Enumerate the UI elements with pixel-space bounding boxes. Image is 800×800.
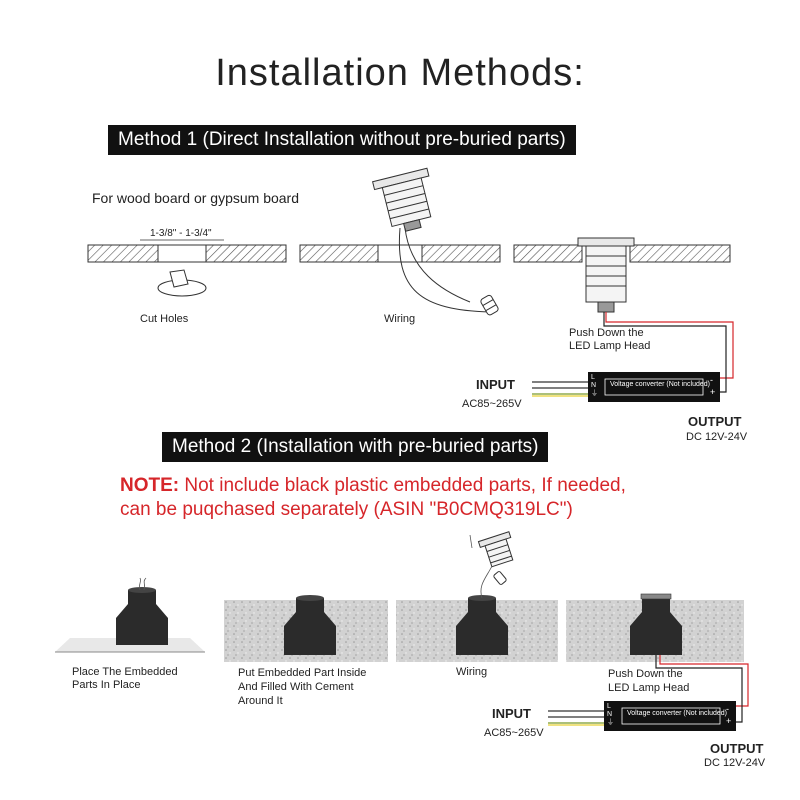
method1-terminal-right: - + xyxy=(710,375,716,397)
method1-board-note: For wood board or gypsum board xyxy=(92,190,299,206)
note-prefix: NOTE: xyxy=(120,475,180,496)
method2-step2-line2: And Filled With Cement xyxy=(238,681,354,693)
method2-terminal-left: L N ⏚ xyxy=(607,703,614,726)
method2-input-label: INPUT xyxy=(492,706,531,721)
method2-output-voltage: DC 12V-24V xyxy=(704,757,766,769)
method2-step2-line1: Put Embedded Part Inside xyxy=(238,667,367,679)
method2-step4-line1: Push Down the xyxy=(608,668,683,680)
method2-header: Method 2 (Installation with pre-buried parts) xyxy=(162,432,548,462)
method2-step2-line3: Around It xyxy=(238,695,283,707)
method1-hole-size: 1-3/8" - 1-3/4" xyxy=(150,228,212,239)
method1-converter-label: Voltage converter (Not included) xyxy=(610,381,710,388)
method1-input-label: INPUT xyxy=(476,377,515,392)
method1-step-wiring: Wiring xyxy=(384,313,416,325)
method1-input-voltage: AC85~265V xyxy=(462,398,522,410)
method1-header: Method 1 (Direct Installation without pre-buried parts) xyxy=(108,125,576,155)
method1-step-push-2: LED Lamp Head xyxy=(569,340,651,352)
m1-board-pushdown xyxy=(514,238,733,392)
m1-board-wiring xyxy=(300,168,500,316)
method1-output-voltage: DC 12V-24V xyxy=(686,431,748,443)
method2-note xyxy=(120,474,626,522)
method2-step1-line1: Place The Embedded xyxy=(72,666,178,678)
method2-step1-line2: Parts In Place xyxy=(72,679,141,691)
m2-cement-fill xyxy=(224,595,388,662)
note-line-1: Not include black plastic embedded parts, If needed, xyxy=(184,475,626,496)
m2-embedded-part xyxy=(55,578,205,652)
method2-terminal-right: - + xyxy=(726,704,732,726)
method2-step3-line1: Wiring xyxy=(456,666,488,678)
note-line-2: can be puqchased separately (ASIN "B0CMQ319LC") xyxy=(120,499,573,520)
method2-converter-label: Voltage converter (Not included) xyxy=(627,710,727,717)
m2-wiring xyxy=(396,532,558,662)
method2-input-voltage: AC85~265V xyxy=(484,727,544,739)
method2-output-label: OUTPUT xyxy=(710,741,764,756)
method1-output-label: OUTPUT xyxy=(688,414,742,429)
method1-step-push-1: Push Down the xyxy=(569,327,644,339)
method2-step4-line2: LED Lamp Head xyxy=(608,682,690,694)
page-title: Installation Methods: xyxy=(215,52,585,94)
m1-board-cut xyxy=(88,240,286,296)
method1-step-cut: Cut Holes xyxy=(140,313,189,325)
method1-terminal-left: L N ⏚ xyxy=(591,374,598,397)
